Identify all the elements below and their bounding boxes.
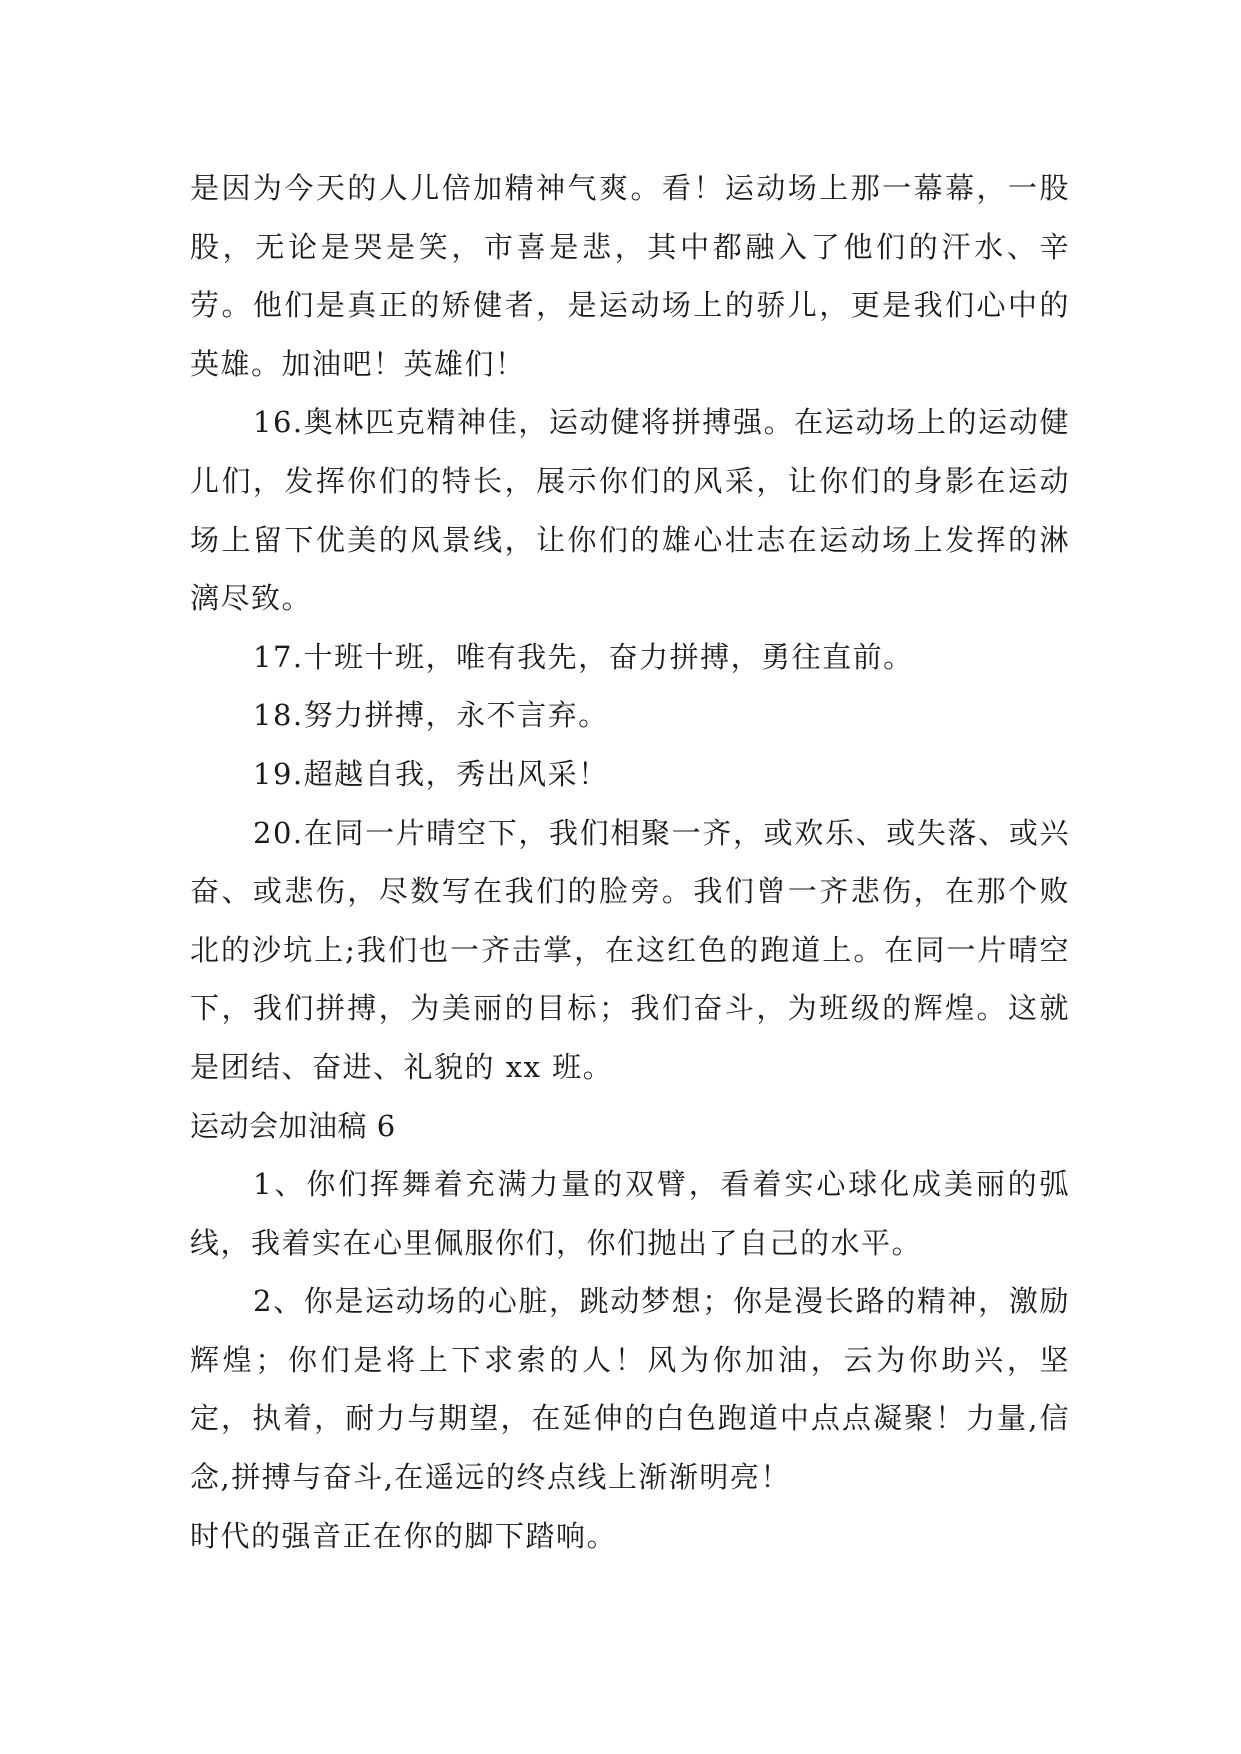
paragraph-item-2: 2、你是运动场的心脏，跳动梦想；你是漫长路的精神，激励辉煌；你们是将上下求索的人！风为你加油，云为你助兴，坚定，执着，耐力与期望，在延伸的白色跑道中点点凝聚！力量,信念,拼搏与奋斗,在遥远的终点线上渐渐明亮！ [190,1284,1070,1495]
paragraph-item-17: 17.十班十班，唯有我先，奋力拼搏，勇往直前。 [253,639,914,674]
paragraph-closing: 时代的强音正在你的脚下踏响。 [190,1518,618,1553]
paragraph-item-1: 1、你们挥舞着充满力量的双臂，看着实心球化成美丽的弧线，我着实在心里佩服你们，你们抛出了自己的水平。 [190,1167,1070,1260]
document-body [190,159,1070,1565]
paragraph-continued: 是因为今天的人儿倍加精神气爽。看！运动场上那一幕幕，一股股，无论是哭是笑，市喜是悲，其中都融入了他们的汗水、辛劳。他们是真正的矫健者，是运动场上的骄儿，更是我们心中的英雄。加油吧！英雄们！ [190,171,1070,381]
paragraph-item-16: 16.奥林匹克精神佳，运动健将拼搏强。在运动场上的运动健儿们，发挥你们的特长，展示你们的风采，让你们的身影在运动场上留下优美的风景线，让你们的雄心壮志在运动场上发挥的淋漓尽致。 [190,405,1070,616]
paragraph-item-20: 20.在同一片晴空下，我们相聚一齐，或欢乐、或失落、或兴奋、或悲伤，尽数写在我们的脸旁。我们曾一齐悲伤，在那个败北的沙坑上;我们也一齐击掌，在这红色的跑道上。在同一片晴空下，我们拼搏，为美丽的目标；我们奋斗，为班级的辉煌。这就是团结、奋进、礼貌的 xx 班。 [190,815,1070,1084]
paragraph-item-19: 19.超越自我，秀出风采！ [253,756,609,791]
section-heading: 运动会加油稿 6 [190,1108,396,1143]
paragraph-item-18: 18.努力拼搏，永不言弃。 [253,698,609,733]
